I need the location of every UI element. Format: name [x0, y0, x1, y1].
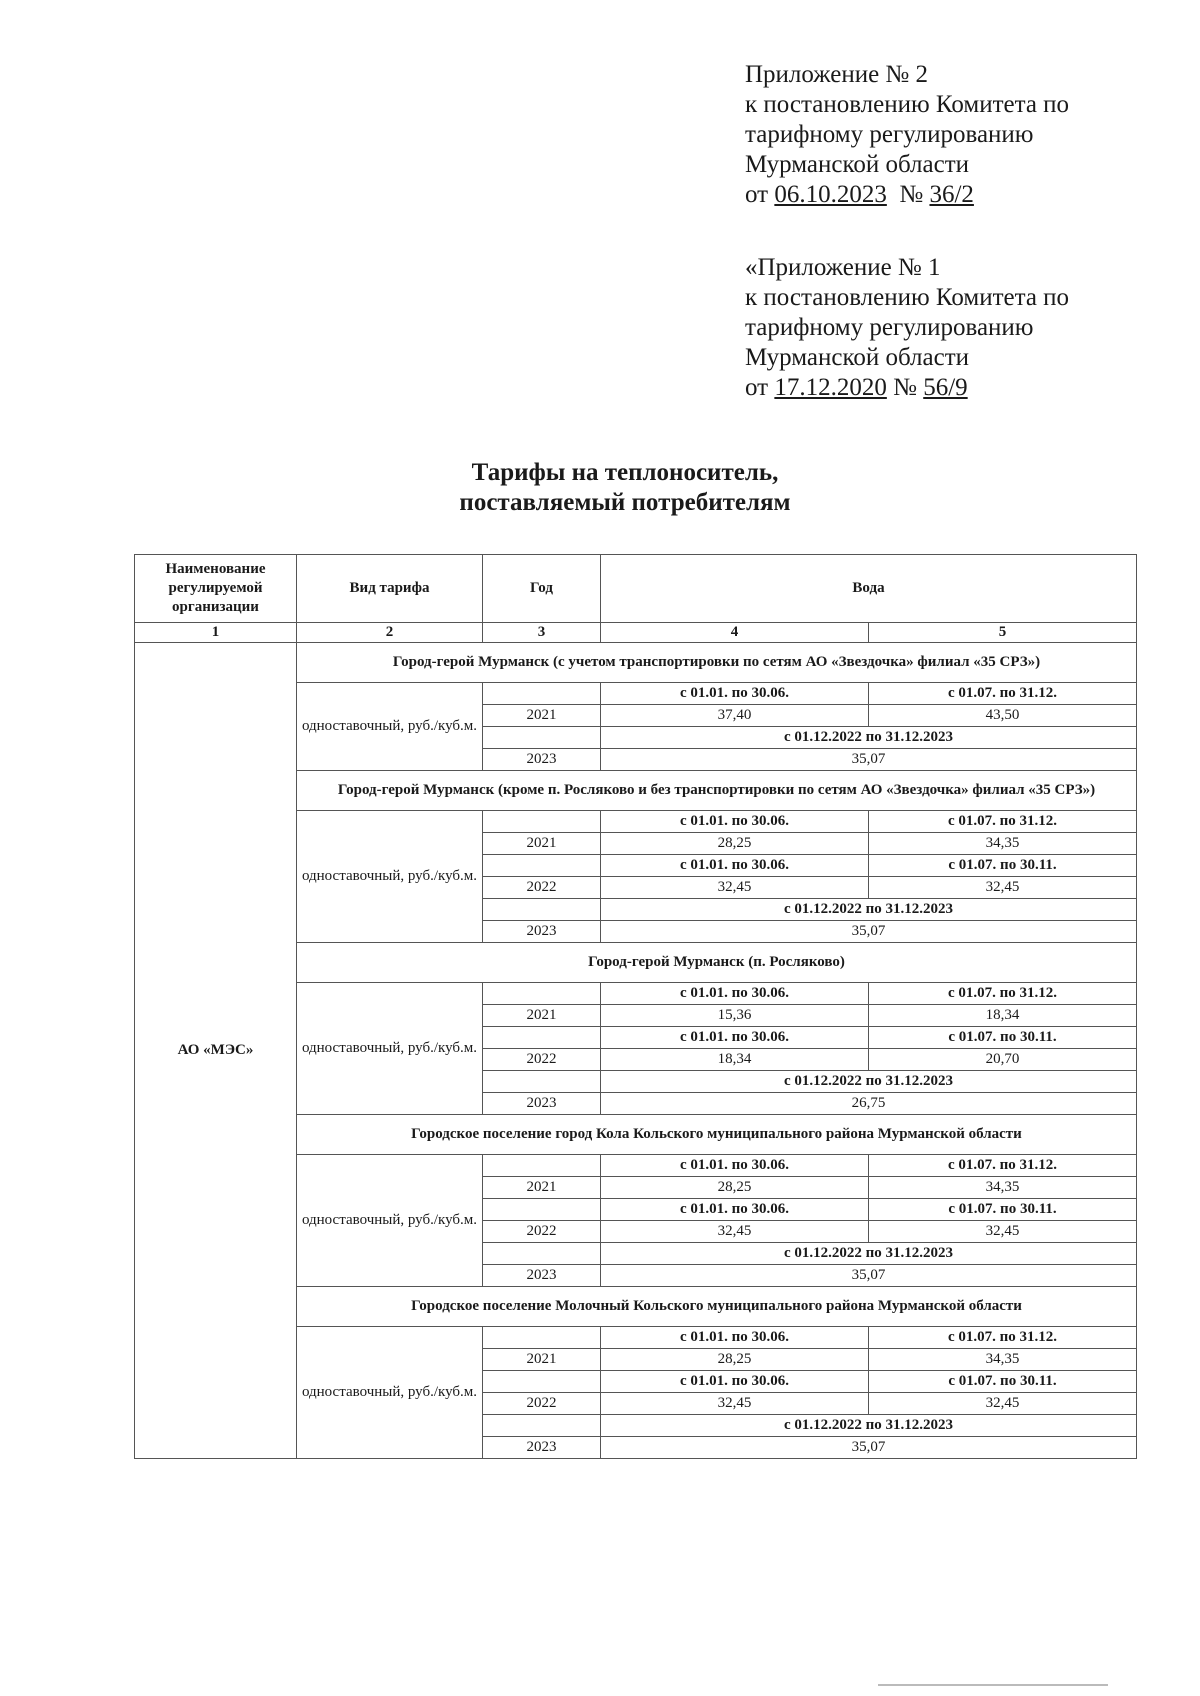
- year-cell: 2021: [483, 833, 601, 855]
- document-title-line2: поставляемый потребителям: [459, 489, 791, 516]
- tariff-value: 18,34: [601, 1049, 869, 1071]
- appendix-1-date-line: [745, 373, 1069, 403]
- year-cell: 2023: [483, 1437, 601, 1459]
- year-cell-empty: [483, 899, 601, 921]
- appendix-2-line4: Мурманской области: [745, 151, 970, 178]
- tariff-value: 34,35: [869, 1177, 1137, 1199]
- period-label: с 01.12.2022 по 31.12.2023: [601, 1243, 1137, 1265]
- period-label: с 01.01. по 30.06.: [601, 1199, 869, 1221]
- period-label: с 01.07. по 31.12.: [869, 811, 1137, 833]
- year-cell-empty: [483, 727, 601, 749]
- table-header-row: [135, 555, 1137, 623]
- tariff-value: 18,34: [869, 1005, 1137, 1027]
- year-cell-empty: [483, 811, 601, 833]
- period-label: с 01.07. по 30.11.: [869, 1199, 1137, 1221]
- year-cell-empty: [483, 1155, 601, 1177]
- tariff-kind: одноставочный, руб./куб.м.: [297, 811, 483, 943]
- year-cell: 2021: [483, 1177, 601, 1199]
- appendix-2-number: 36/2: [929, 181, 974, 208]
- period-label: с 01.01. по 30.06.: [601, 683, 869, 705]
- tariff-value: 35,07: [601, 1437, 1137, 1459]
- tariff-value: 28,25: [601, 833, 869, 855]
- year-cell: 2021: [483, 1349, 601, 1371]
- tariff-value: 26,75: [601, 1093, 1137, 1115]
- appendix-1-line1: «Приложение № 1: [745, 254, 941, 281]
- section-title: Город-герой Мурманск (с учетом транспортировки по сетям АО «Звездочка» филиал «35 СРЗ»): [297, 643, 1137, 683]
- appendix-2-date-prefix: от: [745, 181, 769, 208]
- tariff-value: 35,07: [601, 749, 1137, 771]
- section-title: Город-герой Мурманск (кроме п. Росляково и без транспортировки по сетям АО «Звездочка» филиал «35 СРЗ»): [297, 771, 1137, 811]
- tariff-kind: одноставочный, руб./куб.м.: [297, 683, 483, 771]
- tariff-value: 34,35: [869, 833, 1137, 855]
- appendix-1-number: 56/9: [923, 374, 968, 401]
- year-cell-empty: [483, 983, 601, 1005]
- year-cell-empty: [483, 683, 601, 705]
- tariff-value: 35,07: [601, 921, 1137, 943]
- tariff-value: 34,35: [869, 1349, 1137, 1371]
- period-label: с 01.07. по 31.12.: [869, 1155, 1137, 1177]
- tariff-value: 37,40: [601, 705, 869, 727]
- appendix-1-date-prefix: от: [745, 374, 769, 401]
- year-cell: 2022: [483, 1221, 601, 1243]
- year-cell-empty: [483, 1071, 601, 1093]
- footer-divider: [878, 1684, 1108, 1686]
- column-number-row: [135, 623, 1137, 643]
- tariff-value: 43,50: [869, 705, 1137, 727]
- col-number: 1: [135, 623, 297, 643]
- year-cell: 2022: [483, 877, 601, 899]
- year-cell-empty: [483, 1243, 601, 1265]
- tariff-kind: одноставочный, руб./куб.м.: [297, 1155, 483, 1287]
- period-label: с 01.12.2022 по 31.12.2023: [601, 1415, 1137, 1437]
- appendix-1-date: 17.12.2020: [774, 374, 887, 401]
- tariff-value: 32,45: [601, 877, 869, 899]
- year-cell: 2022: [483, 1049, 601, 1071]
- appendix-2-line1: Приложение № 2: [745, 61, 929, 88]
- year-cell: 2023: [483, 1265, 601, 1287]
- period-label: с 01.07. по 31.12.: [869, 683, 1137, 705]
- tariff-value: 32,45: [601, 1221, 869, 1243]
- header-tariff-type: Вид тарифа: [297, 555, 483, 623]
- tariff-kind: одноставочный, руб./куб.м.: [297, 1327, 483, 1459]
- tariff-value: 15,36: [601, 1005, 869, 1027]
- year-cell-empty: [483, 1027, 601, 1049]
- period-label: с 01.01. по 30.06.: [601, 1327, 869, 1349]
- year-cell-empty: [483, 1415, 601, 1437]
- tariff-table-body: [135, 555, 1137, 1459]
- header-water: Вода: [601, 555, 1137, 623]
- tariff-value: 32,45: [869, 877, 1137, 899]
- appendix-2-date: 06.10.2023: [774, 181, 887, 208]
- appendix-1-line2: к постановлению Комитета по: [745, 284, 1070, 311]
- appendix-1-num-sign: №: [893, 374, 917, 401]
- period-label: с 01.01. по 30.06.: [601, 811, 869, 833]
- period-label: с 01.01. по 30.06.: [601, 1371, 869, 1393]
- year-cell: 2023: [483, 749, 601, 771]
- section-title: Городское поселение город Кола Кольского муниципального района Мурманской области: [297, 1115, 1137, 1155]
- table-row: [135, 643, 1137, 683]
- period-label: с 01.07. по 30.11.: [869, 1027, 1137, 1049]
- year-cell: 2021: [483, 1005, 601, 1027]
- period-label: с 01.12.2022 по 31.12.2023: [601, 1071, 1137, 1093]
- period-label: с 01.01. по 30.06.: [601, 983, 869, 1005]
- tariff-value: 35,07: [601, 1265, 1137, 1287]
- appendix-2-line2: к постановлению Комитета по: [745, 91, 1070, 118]
- period-label: с 01.07. по 31.12.: [869, 1327, 1137, 1349]
- tariff-value: 28,25: [601, 1349, 869, 1371]
- tariff-value: 32,45: [601, 1393, 869, 1415]
- col-number: 5: [869, 623, 1137, 643]
- year-cell-empty: [483, 855, 601, 877]
- tariff-kind: одноставочный, руб./куб.м.: [297, 983, 483, 1115]
- period-label: с 01.01. по 30.06.: [601, 1027, 869, 1049]
- document-title-line1: Тарифы на теплоноситель,: [471, 459, 779, 486]
- header-year: Год: [483, 555, 601, 623]
- section-title: Городское поселение Молочный Кольского муниципального района Мурманской области: [297, 1287, 1137, 1327]
- tariff-value: 32,45: [869, 1221, 1137, 1243]
- period-label: с 01.12.2022 по 31.12.2023: [601, 727, 1137, 749]
- appendix-1-block: [745, 253, 1069, 403]
- document-title: [0, 458, 1200, 518]
- period-label: с 01.12.2022 по 31.12.2023: [601, 899, 1137, 921]
- period-label: с 01.07. по 30.11.: [869, 1371, 1137, 1393]
- year-cell: 2023: [483, 921, 601, 943]
- appendix-1-line4: Мурманской области: [745, 344, 970, 371]
- col-number: 2: [297, 623, 483, 643]
- period-label: с 01.07. по 30.11.: [869, 855, 1137, 877]
- appendix-2-line3: тарифному регулированию: [745, 121, 1034, 148]
- appendix-2-date-line: [745, 180, 1069, 210]
- appendix-2-num-sign: №: [899, 181, 924, 208]
- tariff-table: [134, 554, 1137, 1459]
- header-org: Наименование регулируемой организации: [135, 555, 297, 623]
- col-number: 3: [483, 623, 601, 643]
- year-cell: 2022: [483, 1393, 601, 1415]
- section-title: Город-герой Мурманск (п. Росляково): [297, 943, 1137, 983]
- appendix-2-block: [745, 60, 1069, 210]
- year-cell-empty: [483, 1371, 601, 1393]
- tariff-value: 28,25: [601, 1177, 869, 1199]
- year-cell-empty: [483, 1199, 601, 1221]
- year-cell-empty: [483, 1327, 601, 1349]
- tariff-value: 32,45: [869, 1393, 1137, 1415]
- year-cell: 2023: [483, 1093, 601, 1115]
- period-label: с 01.07. по 31.12.: [869, 983, 1137, 1005]
- appendix-1-line3: тарифному регулированию: [745, 314, 1034, 341]
- col-number: 4: [601, 623, 869, 643]
- tariff-value: 20,70: [869, 1049, 1137, 1071]
- year-cell: 2021: [483, 705, 601, 727]
- period-label: с 01.01. по 30.06.: [601, 1155, 869, 1177]
- organization-name: АО «МЭС»: [135, 643, 297, 1459]
- period-label: с 01.01. по 30.06.: [601, 855, 869, 877]
